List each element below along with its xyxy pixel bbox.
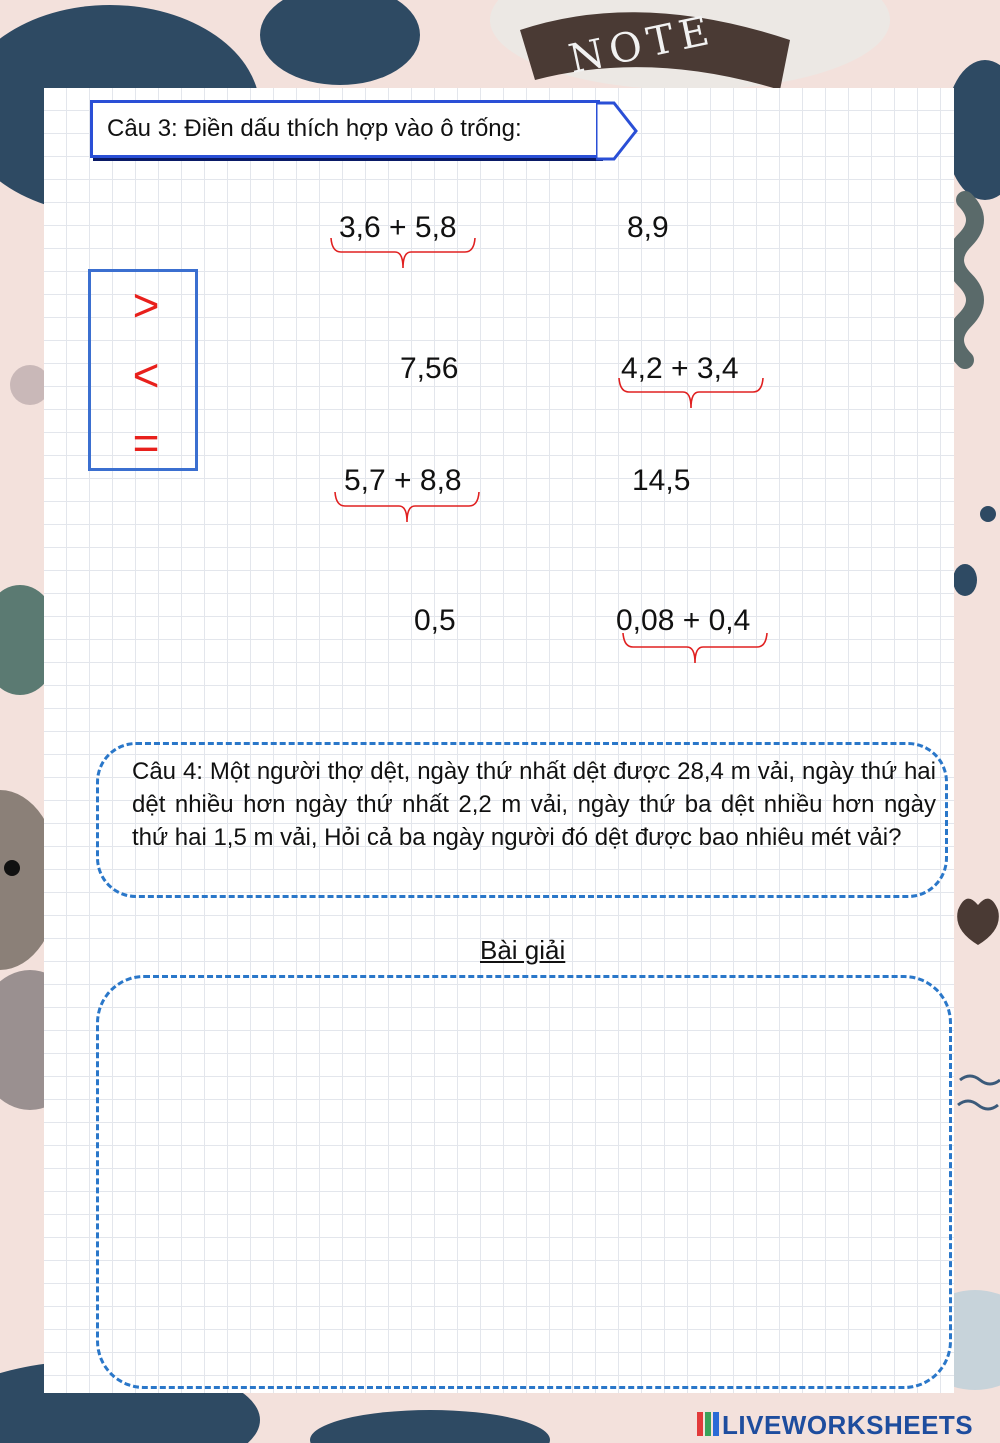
row4-left: 0,5 bbox=[414, 604, 456, 637]
sign-less[interactable]: < bbox=[132, 349, 160, 401]
question4-text: Câu 4: Một người thợ dệt, ngày thứ nhất dệt được 28,4 m vải, ngày thứ hai dệt nhiều hơn ngày thứ nhất 2,2 m vải, ngày thứ ba dệt nhiều hơn ngày thứ hai 1,5 m vải, Hỏi cả ba ngày người đó dệt được bao nhiêu mét vải? bbox=[132, 758, 936, 851]
row2-brace bbox=[617, 376, 767, 410]
row4-right: 0,08 + 0,4 bbox=[616, 604, 751, 637]
row4-brace bbox=[621, 631, 771, 665]
sign-equal[interactable]: = bbox=[132, 417, 160, 469]
question3-title: Câu 3: Điền dấu thích hợp vào ô trống: bbox=[90, 100, 600, 158]
solution-title: Bài giải bbox=[480, 935, 566, 965]
title-arrow-icon bbox=[596, 100, 642, 162]
row3-left: 5,7 + 8,8 bbox=[344, 464, 462, 497]
liveworksheets-logo-icon bbox=[697, 1412, 719, 1436]
brand-name: LIVEWORKSHEETS bbox=[722, 1410, 974, 1440]
row2-left: 7,56 bbox=[400, 352, 459, 385]
sign-options-box bbox=[88, 269, 198, 471]
solution-answer-box[interactable] bbox=[96, 975, 952, 1389]
row1-right: 8,9 bbox=[627, 211, 669, 244]
sign-greater[interactable]: > bbox=[132, 279, 160, 331]
row3-right: 14,5 bbox=[632, 464, 691, 497]
row3-brace bbox=[333, 490, 483, 524]
note-label: NOTE bbox=[564, 7, 719, 83]
row1-brace bbox=[329, 236, 479, 270]
row1-left: 3,6 + 5,8 bbox=[339, 211, 457, 244]
row2-right: 4,2 + 3,4 bbox=[621, 352, 739, 385]
